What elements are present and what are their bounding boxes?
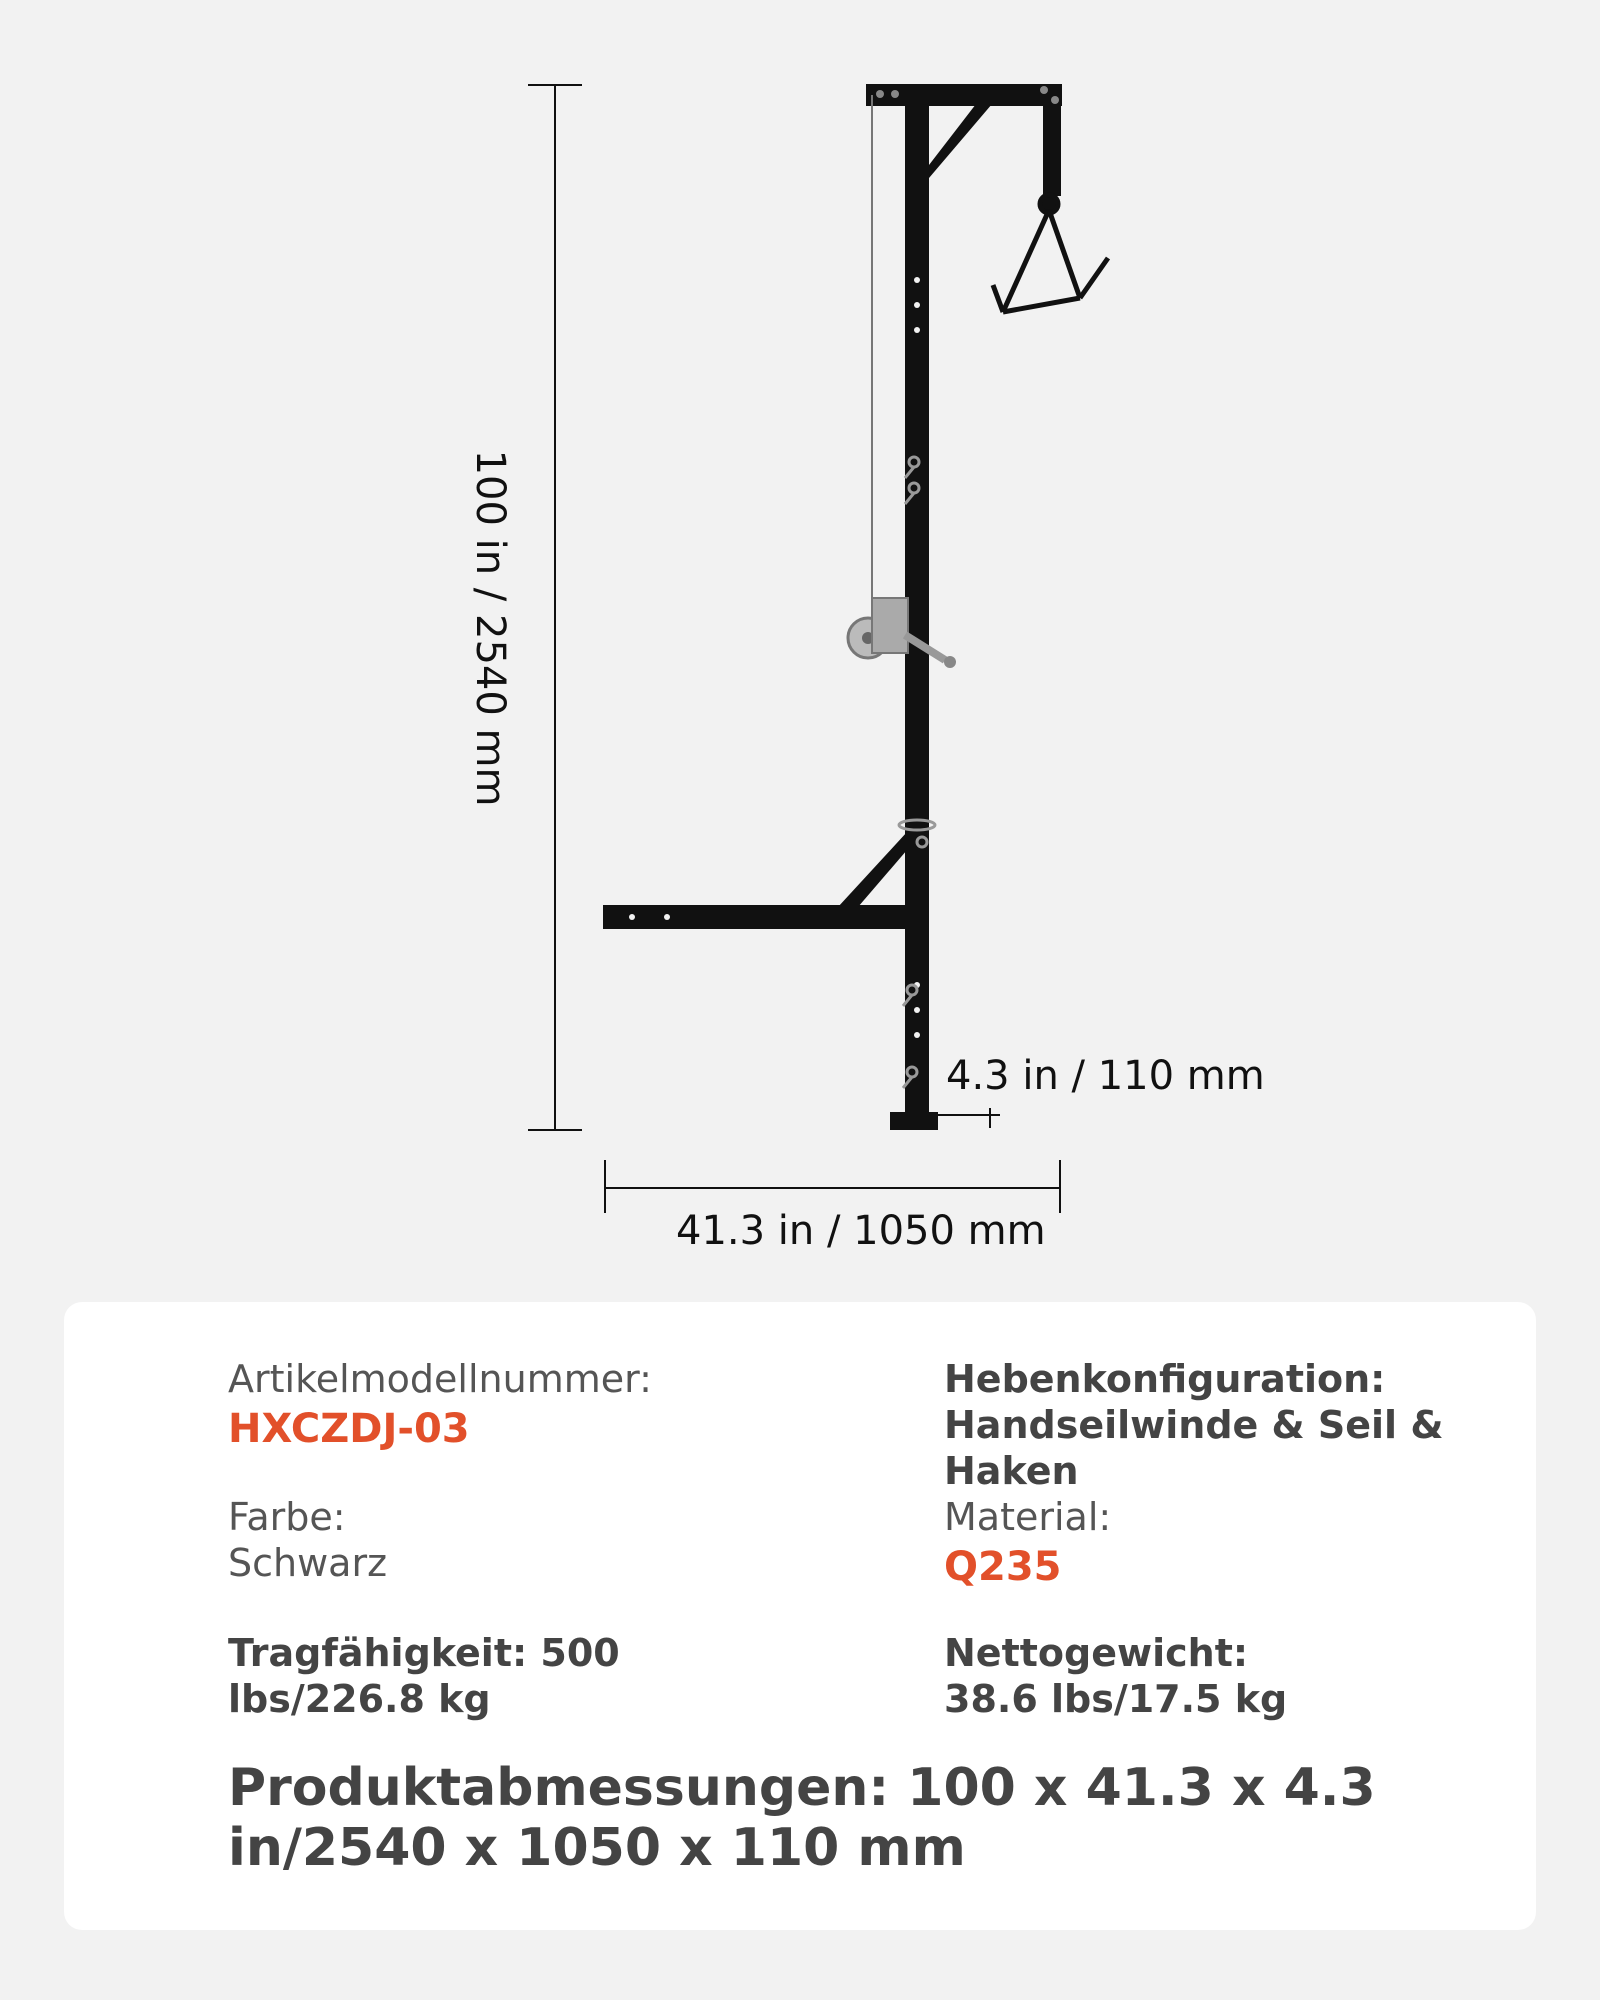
spec-load-capacity [228, 1630, 648, 1722]
spec-model [228, 1356, 788, 1456]
color-label: Farbe: [228, 1495, 346, 1539]
hoist-frame [603, 84, 1062, 1130]
model-value: HXCZDJ-03 [228, 1406, 470, 1452]
net-weight-value: 38.6 lbs/17.5 kg [944, 1677, 1288, 1721]
gambrel-hook [993, 195, 1108, 312]
height-dimension-label: 100 in / 2540 mm [467, 449, 513, 807]
spec-lift-config [944, 1356, 1504, 1494]
height-dimension-line [528, 85, 582, 1130]
product-dimensions: Produktabmessungen: 100 x 41.3 x 4.3 in/2540 x 1050 x 110 mm [228, 1758, 1376, 1878]
load-capacity-text: Tragfähigkeit: 500 lbs/226.8 kg [228, 1631, 620, 1721]
material-value: Q235 [944, 1544, 1062, 1590]
lift-label: Hebenkonfiguration: [944, 1357, 1386, 1401]
spec-net-weight [944, 1630, 1504, 1722]
depth-dimension-label: 4.3 in / 110 mm [946, 1053, 1265, 1099]
color-value: Schwarz [228, 1541, 388, 1585]
spec-material [944, 1494, 1504, 1594]
material-label: Material: [944, 1495, 1112, 1539]
hand-winch [848, 598, 956, 668]
width-dimension-line [605, 1160, 1060, 1213]
width-dimension-label: 41.3 in / 1050 mm [676, 1208, 1046, 1254]
model-label: Artikelmodellnummer: [228, 1357, 652, 1401]
net-weight-label: Nettogewicht: [944, 1631, 1249, 1675]
spec-color [228, 1494, 788, 1586]
spec-card [64, 1302, 1536, 1930]
lift-value: Handseilwinde & Seil & Haken [944, 1403, 1444, 1493]
